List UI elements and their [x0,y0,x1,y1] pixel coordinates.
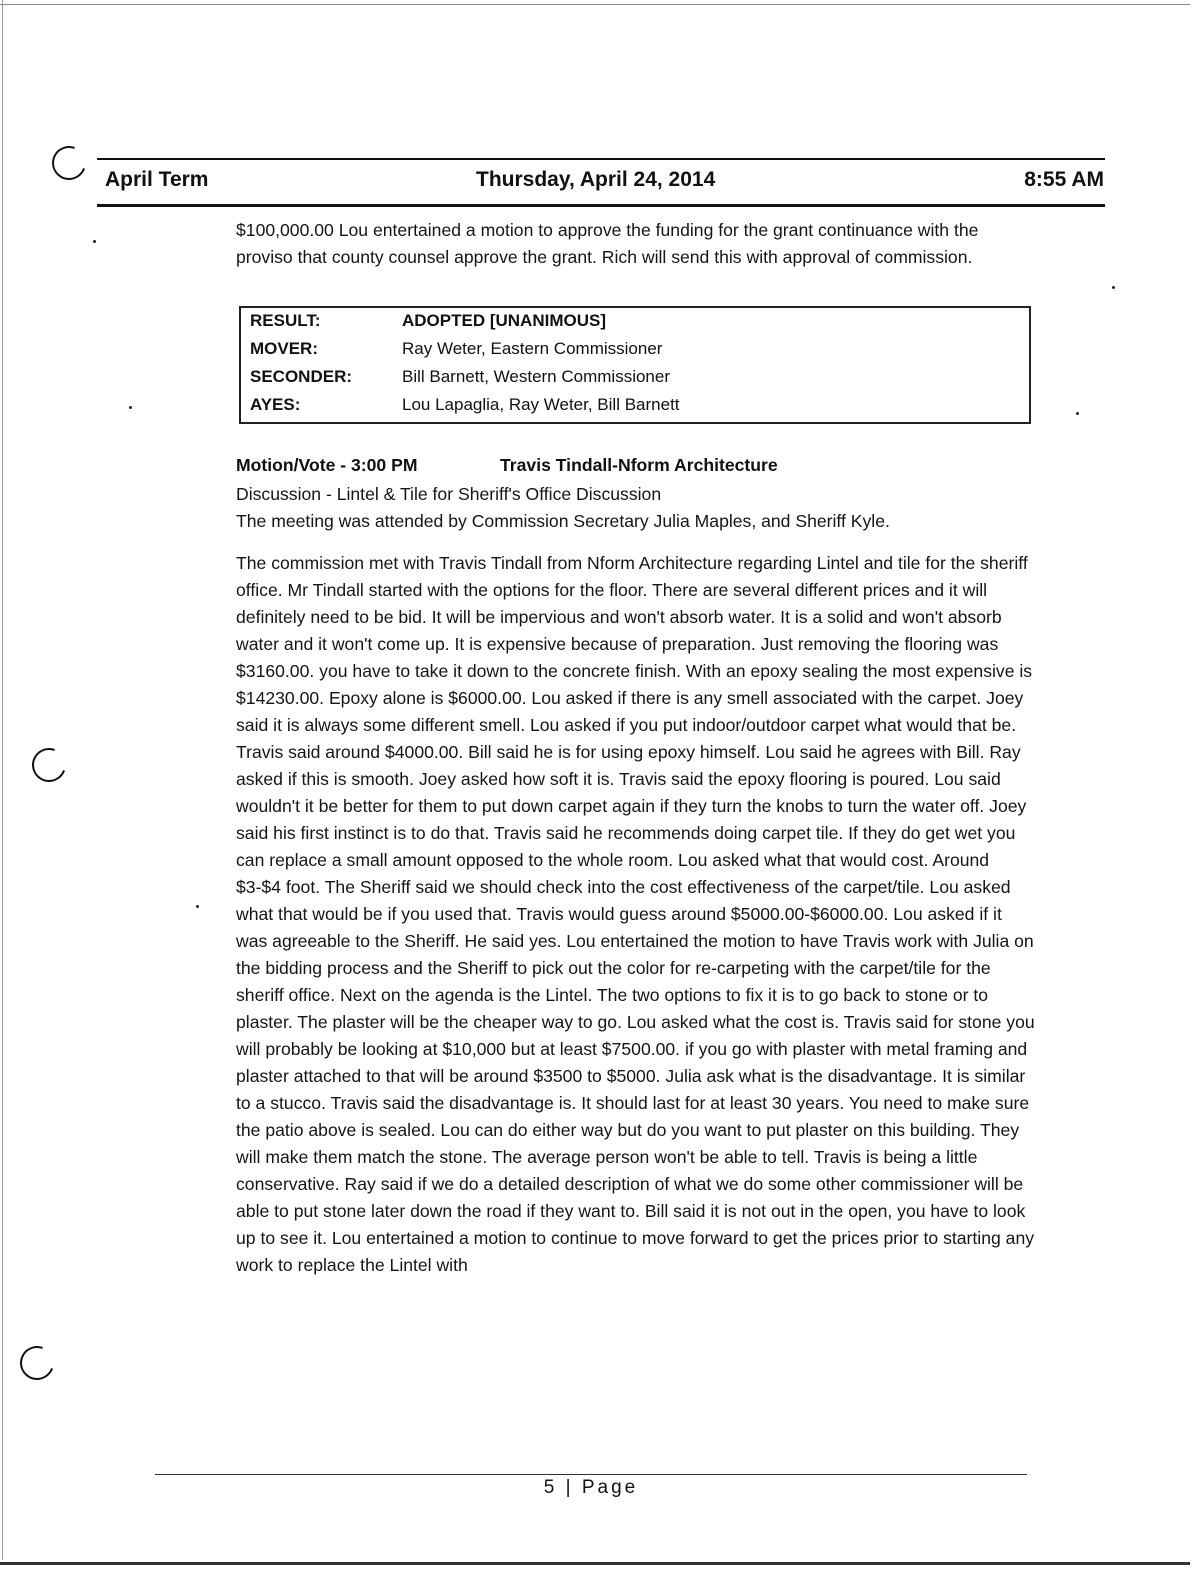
intro-paragraph: $100,000.00 Lou entertained a motion to approve the funding for the grant continuance with the proviso that county counsel approve the grant. Rich will send this with approval of commission. [236,220,979,267]
mover-label: MOVER: [250,339,318,358]
header-date: Thursday, April 24, 2014 [476,168,716,191]
header-time: 8:55 AM [1024,168,1104,191]
page-number: 5 | Page [543,1477,639,1498]
page-edge-top [0,4,1190,5]
ayes-value: Lou Lapaglia, Ray Weter, Bill Barnett [402,395,680,414]
punch-hole-icon [26,742,71,787]
header-rule-top [97,158,1105,160]
seconder-label: SECONDER: [250,367,353,386]
scan-speck [129,406,132,409]
ayes-label: AYES: [250,395,301,414]
attendance-line: The meeting was attended by Commission Secretary Julia Maples, and Sheriff Kyle. [236,511,890,531]
scan-speck [196,905,199,908]
scan-speck [1076,412,1079,415]
scan-speck [93,240,96,243]
result-value: ADOPTED [UNANIMOUS] [402,311,606,330]
seconder-value: Bill Barnett, Western Commissioner [402,367,670,386]
footer-rule [155,1474,1027,1475]
header-rule-bottom [97,204,1105,207]
result-label: RESULT: [250,311,321,330]
motion-heading: Motion/Vote - 3:00 PM [236,455,418,475]
punch-hole-icon [14,1340,59,1385]
header-term: April Term [105,168,209,191]
mover-value: Ray Weter, Eastern Commissioner [402,339,663,358]
page-edge-bottom [0,1562,1190,1565]
discussion-body-paragraph: The commission met with Travis Tindall from Nform Architecture regarding Lintel and tile for the sheriff office. Mr Tindall started with the options for the floor. There are several different prices and it will definitely need to be bid. It will be impervious and won't absorb water. It is a solid and won't absorb water and it won't come up. It is expensive because of preparation. Just removing the flooring was $3160.00. you have to take it down to the concrete finish. With an epoxy sealing the most expensive is $14230.00. Epoxy alone is $6000.00. Lou asked if there is any smell associated with the carpet. Joey said it is always some different smell. Lou asked if you put indoor/outdoor carpet what would that be. Travis said around $4000.00. Bill said he is for using epoxy himself. Lou said he agrees with Bill. Ray asked if this is smooth. Joey asked how soft it is. Travis said the epoxy flooring is poured. Lou said wouldn't it be better for them to put down carpet again if they turn the knobs to turn the water off. Joey said his first instinct is to do that. Travis said he recommends doing carpet tile. If they do get wet you can replace a small amount opposed to the whole room. Lou asked what that would cost. Around $3-$4 foot. The Sheriff said we should check into the cost effectiveness of the carpet/tile. Lou asked what that would be if you used that. Travis would guess around $5000.00-$6000.00. Lou asked if it was agreeable to the Sheriff. He said yes. Lou entertained the motion to have Travis work with Julia on the bidding process and the Sheriff to pick out the color for re-carpeting with the carpet/tile for the sheriff office. Next on the agenda is the Lintel. The two options to fix it is to go back to stone or to plaster. The plaster will be the cheaper way to go. Lou asked what the cost is. Travis said for stone you will probably be looking at $10,000 but at least $7500.00. if you go with plaster with metal framing and plaster attached to that will be around $3500 to $5000. Julia ask what is the disadvantage. It is similar to a stucco. Travis said the disadvantage is. It should last for at least 30 years. You need to make sure the patio above is sealed. Lou can do either way but do you want to put plaster on this building. They will make them match the stone. The average person won't be able to tell. Travis is being a little conservative. Ray said if we do a detailed description of what we do some other commissioner will be able to put stone later down the road if they want to. Bill said it is not out in the open, you have to look up to see it. Lou entertained a motion to continue to move forward to get the prices prior to starting any work to replace the Lintel with [236,553,1035,1275]
vote-result-box [239,306,1031,424]
punch-hole-icon [46,140,91,185]
page-edge-left [2,0,3,1560]
motion-presenter: Travis Tindall-Nform Architecture [500,455,778,475]
discussion-line: Discussion - Lintel & Tile for Sheriff's Office Discussion [236,484,662,504]
scan-speck [1112,286,1115,289]
